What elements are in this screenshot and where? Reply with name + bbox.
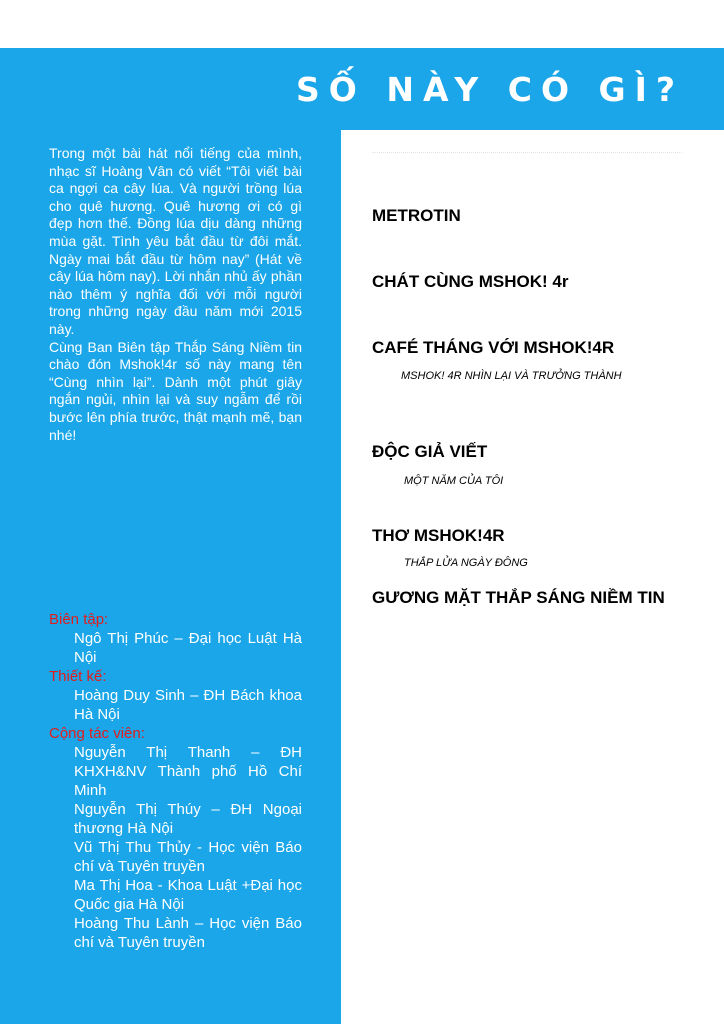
toc-subitem-tho: THẮP LỬA NGÀY ĐÔNG [404, 557, 528, 569]
toc-item-chat: CHÁT CÙNG MSHOK! 4r [372, 272, 569, 291]
toc-subitem-cafe: MSHOK! 4R NHÌN LẠI VÀ TRƯỞNG THÀNH [401, 370, 622, 382]
editor-name: Ngô Thị Phúc – Đại học Luật Hà Nội [74, 630, 302, 666]
toc-item-tho: THƠ MSHOK!4R [372, 526, 505, 545]
contributor-name: Nguyễn Thị Thanh – ĐH KHXH&NV Thành phố Hồ Chí Minh [74, 744, 302, 799]
contributor-name: Vũ Thị Thu Thủy - Học viện Báo chí và Tuyên truyền [74, 839, 302, 875]
contributor-name: Hoàng Thu Lành – Học viện Báo chí và Tuyên truyền [74, 915, 302, 951]
page-title: SỐ NÀY CÓ GÌ? [296, 70, 684, 109]
toc-item-cafe: CAFÉ THÁNG VỚI MSHOK!4R [372, 338, 615, 357]
intro-paragraph-1: Trong một bài hát nổi tiếng của mình, nhạc sĩ Hoàng Vân có viết “Tôi viết bài ca ngợi ca cây lúa. Và người trồng lúa cho quê hương. Quê hương ơi có gì đẹp hơn thế. Đồng lúa dịu dàng những mùa gặt. Tình yêu bắt đầu từ đôi mắt. Ngày mai bắt đầu từ hôm nay” (Hát về cây lúa hôm nay). Lời nhắn nhủ ấy phần nào thêm ý nghĩa đối với mỗi người trong những ngày đầu năm mới 2015 này. [49, 145, 302, 337]
toc-subitem-doc-gia: MỘT NĂM CỦA TÔI [404, 475, 504, 487]
toc-item-doc-gia: ĐỘC GIẢ VIẾT [372, 442, 488, 461]
editor-label: Biên tập: [49, 611, 109, 628]
contributors-label: Cộng tác viên: [49, 725, 145, 742]
toc-item-guong-mat: GƯƠNG MẶT THẮP SÁNG NIỀM TIN [372, 588, 665, 607]
contributor-name: Ma Thị Hoa - Khoa Luật +Đại học Quốc gia Hà Nội [74, 877, 302, 913]
intro-paragraph-2: Cùng Ban Biên tập Thắp Sáng Niềm tin chào đón Mshok!4r số này mang tên “Cùng nhìn lại”. Dành một phút giây ngắn ngủi, nhìn lại và suy ngẫm để rồi bước lên phía trước, thật mạnh mẽ, bạn nhé! [49, 338, 302, 443]
credits-section [49, 610, 302, 952]
toc-item-metrotin: METROTIN [372, 206, 461, 225]
contributor-name: Nguyễn Thị Thúy – ĐH Ngoại thương Hà Nội [74, 801, 302, 837]
dotted-divider [372, 152, 682, 155]
designer-name: Hoàng Duy Sinh – ĐH Bách khoa Hà Nội [74, 687, 302, 723]
designer-label: Thiết kế: [49, 668, 107, 685]
intro-text [49, 145, 302, 444]
